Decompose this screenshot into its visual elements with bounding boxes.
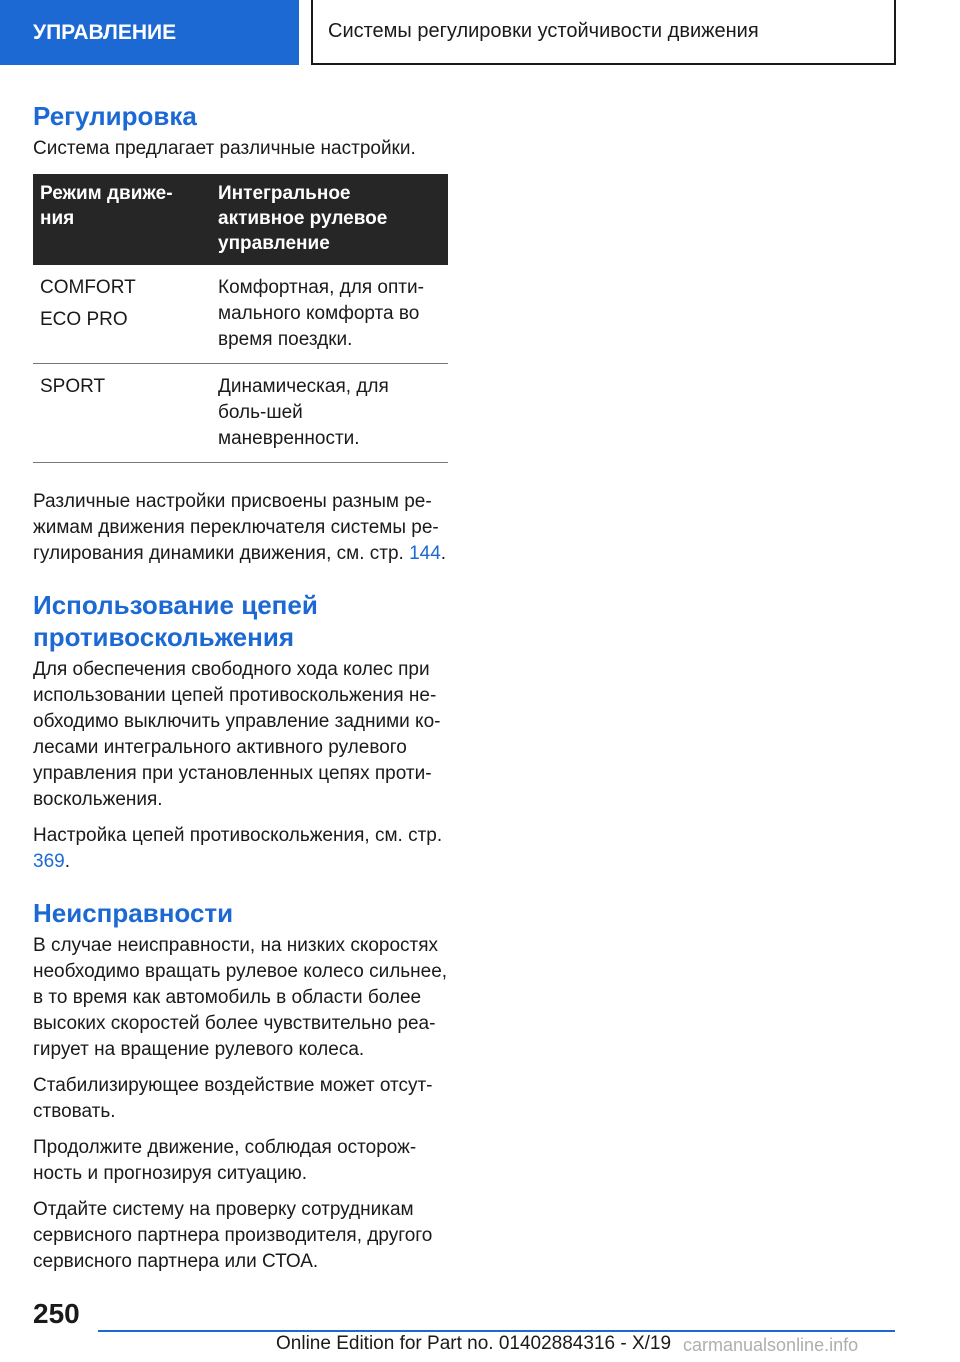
regulation-intro: Система предлагает различные настройки. — [33, 138, 416, 159]
heading-snow-chains: Использование цепей противоскольжения — [33, 590, 318, 652]
page-link-369[interactable]: 369 — [33, 851, 65, 872]
table-header-steering: Интегральное активное рулевое управление — [211, 174, 448, 265]
modes-table — [33, 174, 448, 463]
table-cell-description: Комфортная, для опти-мального комфорта во время поездки. — [211, 265, 448, 364]
section-title: УПРАВЛЕНИЕ — [33, 20, 177, 44]
table-row — [33, 265, 448, 364]
section-tab — [0, 0, 299, 65]
snow-chains-paragraph: Для обеспечения свободного хода колес при использовании цепей противоскольжения не-обходимо выключить управление задними ко-лесами интегрального активного рулевого управления при установленных цепях проти-воскольжения. — [33, 659, 441, 810]
table-row — [33, 364, 448, 463]
mode-label: ECO PRO — [40, 309, 128, 330]
table-header-mode: Режим движе-ния — [33, 174, 211, 265]
footer-divider — [98, 1330, 895, 1332]
edition-text: Online Edition for Part no. 01402884316 - X/19 — [276, 1333, 672, 1354]
ref-end: . — [64, 851, 70, 872]
page-content — [33, 100, 448, 1285]
regulation-note — [33, 489, 448, 567]
table-cell-mode — [33, 364, 211, 463]
chapter-title: Системы регулировки устойчивости движения — [328, 20, 759, 42]
malfunctions-paragraph: Продолжите движение, соблюдая осторож-ность и прогнозируя ситуацию. — [33, 1137, 417, 1184]
ref-text: Настройка цепей противоскольжения, см. стр. — [33, 825, 443, 846]
malfunctions-paragraph: Отдайте систему на проверку сотрудникам сервисного партнера производителя, другого сервисного партнера или СТОА. — [33, 1199, 433, 1272]
page-link-144[interactable]: 144 — [409, 543, 441, 564]
table-cell-mode — [33, 265, 211, 364]
malfunctions-paragraph: В случае неисправности, на низких скоростях необходимо вращать рулевое колесо сильнее, в то время как автомобиль в области более высоких скоростей более чувствительно реа-гирует на вращение рулевого колеса. — [33, 935, 448, 1060]
note-text: Различные настройки присвоены разным ре-жимам движения переключателя системы ре-гулирования динамики движения, см. стр. — [33, 491, 439, 564]
page-number: 250 — [33, 1298, 80, 1329]
note-end: . — [440, 543, 447, 564]
heading-regulation: Регулировка — [33, 101, 197, 131]
mode-label: SPORT — [40, 376, 106, 397]
heading-malfunctions: Неисправности — [33, 898, 234, 928]
chapter-header — [311, 0, 896, 65]
snow-chains-ref — [33, 823, 448, 875]
table-cell-description: Динамическая, для боль-шей маневренности. — [211, 364, 448, 463]
watermark: carmanualsonline.info — [683, 1335, 859, 1355]
table-header-row — [33, 174, 448, 265]
mode-label: COMFORT — [40, 277, 136, 298]
malfunctions-paragraph: Стабилизирующее воздействие может отсут-ствовать. — [33, 1075, 433, 1122]
